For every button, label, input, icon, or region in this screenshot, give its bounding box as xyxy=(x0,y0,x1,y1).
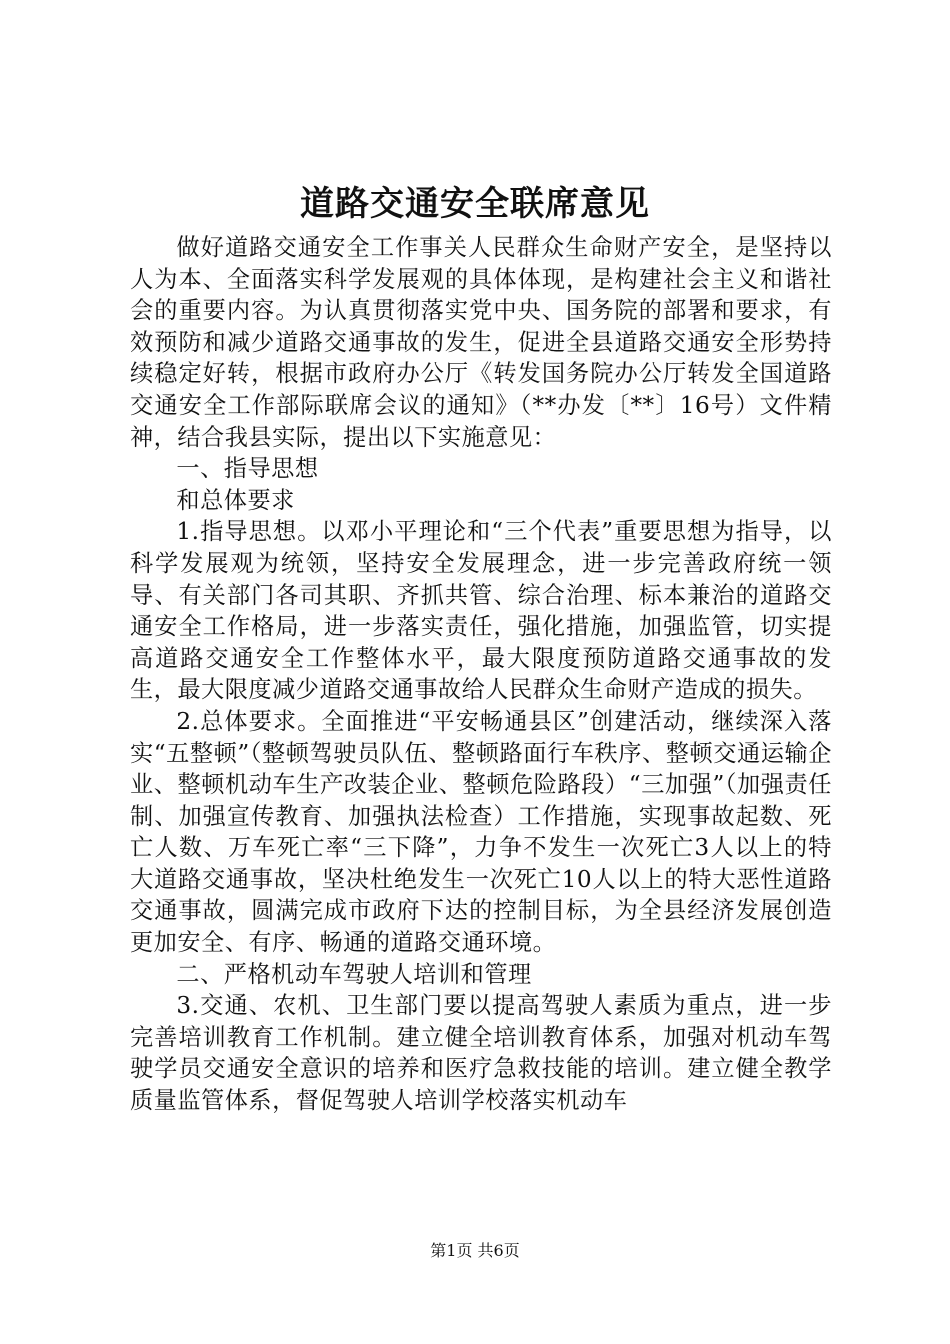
document-title: 道路交通安全联席意见 xyxy=(300,184,650,224)
paragraph-driver-training: 3.交通、农机、卫生部门要以提高驾驶人素质为重点，进一步完善培训教育工作机制。建立健全培训教育体系，加强对机动车驾驶学员交通安全意识的培养和医疗急救技能的培训。建立健全教学质量监管体系，督促驾驶人培训学校落实机动车 xyxy=(130,992,832,1115)
page-footer: 第1页 共6页 xyxy=(430,1241,520,1260)
document-body xyxy=(130,232,832,1117)
section-heading-2: 二、严格机动车驾驶人培训和管理 xyxy=(176,960,532,988)
intro-paragraph: 做好道路交通安全工作事关人民群众生命财产安全，是坚持以人为本、全面落实科学发展观的具体体现，是构建社会主义和谐社会的重要内容。为认真贯彻落实党中央、国务院的部署和要求，有效预防和减少道路交通事故的发生，促进全县道路交通安全形势持续稳定好转，根据市政府办公厅《转发国务院办公厅转发全国道路交通安全工作部际联席会议的通知》（**办发〔**〕16号）文件精神，结合我县实际，提出以下实施意见： xyxy=(130,234,832,451)
paragraph-overall-requirements: 2.总体要求。全面推进“平安畅通县区”创建活动，继续深入落实“五整顿”（整顿驾驶员队伍、整顿路面行车秩序、整顿交通运输企业、整顿机动车生产改装企业、整顿危险路段）“三加强”（加强责任制、加强宣传教育、加强执法检查）工作措施，实现事故起数、死亡人数、万车死亡率“三下降”，力争不发生一次死亡3人以上的特大道路交通事故，坚决杜绝发生一次死亡10人以上的特大恶性道路交通事故，圆满完成市政府下达的控制目标，为全县经济发展创造更加安全、有序、畅通的道路交通环境。 xyxy=(130,707,832,957)
section-heading-1-line-2: 和总体要求 xyxy=(176,486,295,514)
section-heading-1-line-1: 一、指导思想 xyxy=(176,455,319,483)
paragraph-guiding-thought: 1.指导思想。以邓小平理论和“三个代表”重要思想为指导，以科学发展观为统领，坚持安全发展理念，进一步完善政府统一领导、有关部门各司其职、齐抓共管、综合治理、标本兼治的道路交通安全工作格局，进一步落实责任，强化措施，加强监管，切实提高道路交通安全工作整体水平，最大限度预防道路交通事故的发生，最大限度减少道路交通事故给人民群众生命财产造成的损失。 xyxy=(130,518,832,704)
